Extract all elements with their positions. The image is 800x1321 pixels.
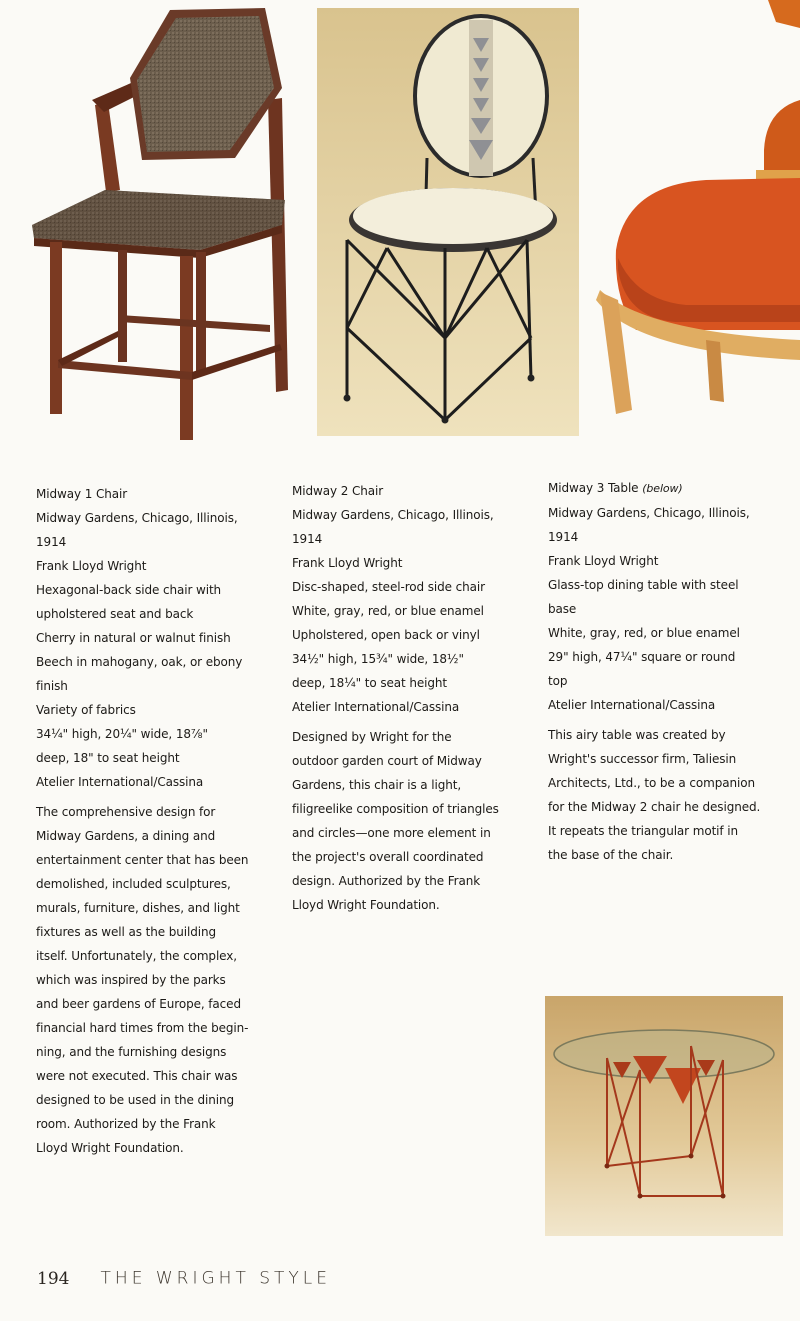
- description-line: Lloyd Wright Foundation.: [36, 1141, 184, 1155]
- spec-line: deep, 18¼" to seat height: [292, 676, 447, 690]
- entry-midway-1-chair: [36, 482, 276, 1160]
- description-line: demolished, included sculptures,: [36, 877, 231, 891]
- spec-line: deep, 18" to seat height: [36, 751, 180, 765]
- entry-midway-2-chair: [292, 479, 526, 917]
- spec-line: Frank Lloyd Wright: [292, 556, 403, 570]
- entry-name-note: (below): [642, 482, 683, 495]
- spec-line: 1914: [292, 532, 323, 546]
- photo-midway-1-chair: [20, 0, 300, 450]
- spec-line: Upholstered, open back or vinyl: [292, 628, 480, 642]
- entry-midway-3-table: [548, 476, 788, 867]
- entry-name-text: Midway 3 Table: [548, 481, 639, 495]
- entry-specs: [36, 506, 276, 794]
- spec-line: finish: [36, 679, 68, 693]
- page-number: 194: [37, 1268, 70, 1289]
- spec-line: 34¼" high, 20¼" wide, 18⅞": [36, 727, 208, 741]
- spec-line: 34½" high, 15¾" wide, 18½": [292, 652, 464, 666]
- description-line: Wright's successor firm, Taliesin: [548, 752, 737, 766]
- entry-specs: [548, 501, 788, 717]
- page-footer: [37, 1268, 331, 1294]
- spec-line: Variety of fabrics: [36, 703, 136, 717]
- description-line: Midway Gardens, a dining and: [36, 829, 216, 843]
- spec-line: Atelier International/Cassina: [292, 700, 460, 714]
- spec-line: 1914: [548, 530, 579, 544]
- spec-line: Glass-top dining table with steel: [548, 578, 739, 592]
- spec-line: Atelier International/Cassina: [36, 775, 204, 789]
- description-line: for the Midway 2 chair he designed.: [548, 800, 761, 814]
- description-line: the project's overall coordinated: [292, 850, 484, 864]
- entry-name-line: [548, 476, 788, 501]
- entry-name-line: Midway 1 Chair: [36, 487, 128, 501]
- description-line: Architects, Ltd., to be a companion: [548, 776, 755, 790]
- running-title: THE WRIGHT STYLE: [100, 1268, 332, 1289]
- entry-description: [548, 723, 788, 867]
- spec-line: Midway Gardens, Chicago, Illinois,: [548, 506, 750, 520]
- description-line: room. Authorized by the Frank: [36, 1117, 216, 1131]
- spec-line: White, gray, red, or blue enamel: [292, 604, 484, 618]
- spec-line: 29" high, 47¼" square or round: [548, 650, 736, 664]
- description-line: which was inspired by the parks: [36, 973, 226, 987]
- description-line: The comprehensive design for: [36, 805, 216, 819]
- description-line: It repeats the triangular motif in: [548, 824, 738, 838]
- entry-name: [548, 476, 788, 501]
- spec-line: Hexagonal-back side chair with: [36, 583, 222, 597]
- spec-line: upholstered seat and back: [36, 607, 194, 621]
- entry-specs: [292, 503, 526, 719]
- spec-line: top: [548, 674, 568, 688]
- description-line: outdoor garden court of Midway: [292, 754, 482, 768]
- description-line: Designed by Wright for the: [292, 730, 452, 744]
- entry-description: [36, 800, 276, 1160]
- description-line: financial hard times from the begin-: [36, 1021, 249, 1035]
- spec-line: Frank Lloyd Wright: [36, 559, 147, 573]
- spec-line: Atelier International/Cassina: [548, 698, 716, 712]
- entry-name-line: Midway 2 Chair: [292, 484, 384, 498]
- description-line: were not executed. This chair was: [36, 1069, 238, 1083]
- photo-midway-3-table: [545, 996, 783, 1236]
- entry-description: [292, 725, 526, 917]
- description-line: entertainment center that has been: [36, 853, 249, 867]
- description-line: Lloyd Wright Foundation.: [292, 898, 440, 912]
- spec-line: Frank Lloyd Wright: [548, 554, 659, 568]
- description-line: murals, furniture, dishes, and light: [36, 901, 240, 915]
- spec-line: Midway Gardens, Chicago, Illinois,: [36, 511, 238, 525]
- description-line: filigreelike composition of triangles: [292, 802, 499, 816]
- photo-orange-seat-cropped: [596, 0, 800, 420]
- description-line: designed to be used in the dining: [36, 1093, 235, 1107]
- description-line: ning, and the furnishing designs: [36, 1045, 227, 1059]
- photo-midway-2-chair: [317, 8, 579, 436]
- spec-line: Beech in mahogany, oak, or ebony: [36, 655, 243, 669]
- spec-line: Disc-shaped, steel-rod side chair: [292, 580, 485, 594]
- description-line: and circles—one more element in: [292, 826, 491, 840]
- description-line: itself. Unfortunately, the complex,: [36, 949, 237, 963]
- description-line: This airy table was created by: [548, 728, 726, 742]
- spec-line: Cherry in natural or walnut finish: [36, 631, 231, 645]
- spec-line: 1914: [36, 535, 67, 549]
- description-line: fixtures as well as the building: [36, 925, 216, 939]
- description-line: and beer gardens of Europe, faced: [36, 997, 241, 1011]
- description-line: Gardens, this chair is a light,: [292, 778, 462, 792]
- description-line: design. Authorized by the Frank: [292, 874, 481, 888]
- description-line: the base of the chair.: [548, 848, 674, 862]
- spec-line: base: [548, 602, 577, 616]
- entry-name: [292, 479, 526, 503]
- spec-line: Midway Gardens, Chicago, Illinois,: [292, 508, 494, 522]
- entry-name: [36, 482, 276, 506]
- spec-line: White, gray, red, or blue enamel: [548, 626, 740, 640]
